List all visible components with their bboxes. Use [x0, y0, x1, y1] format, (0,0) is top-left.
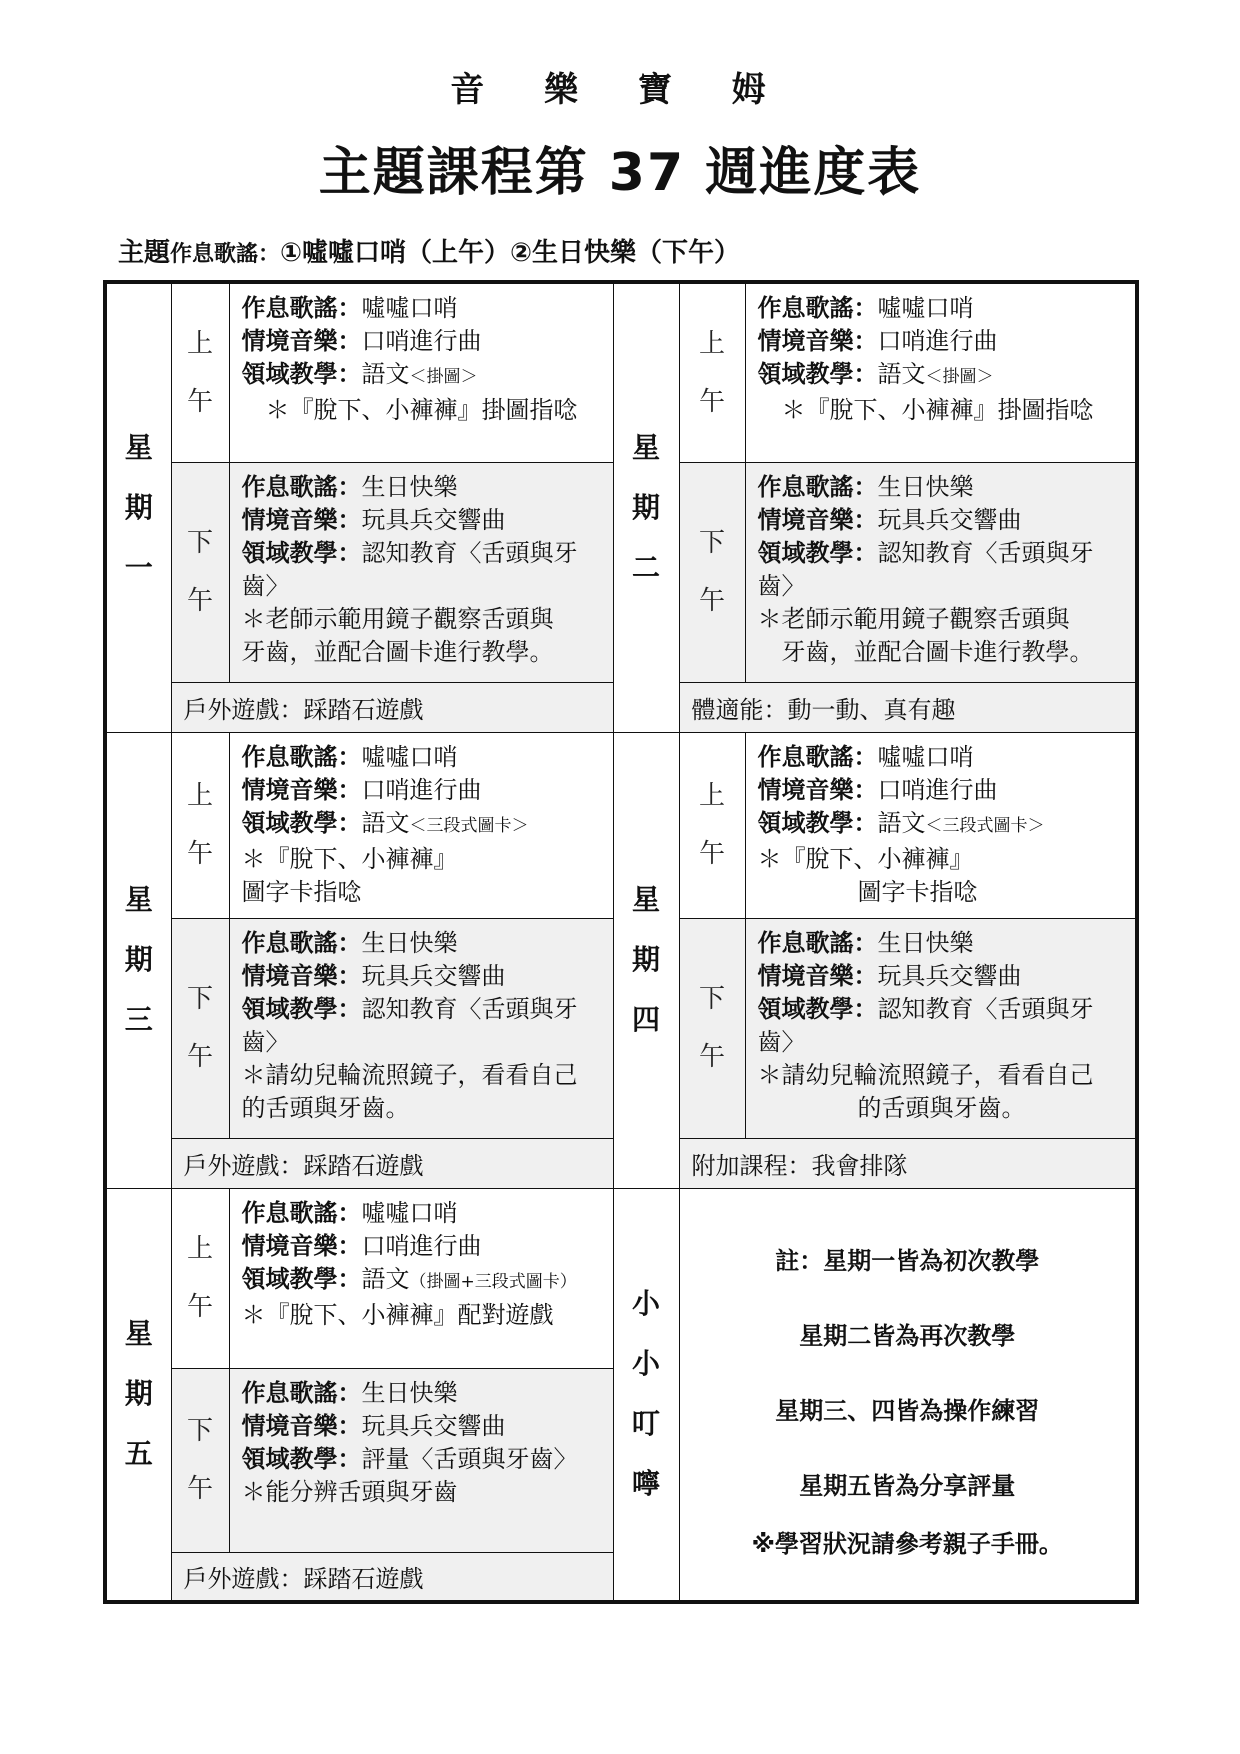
day-label-monday: 星 期 一 [105, 282, 171, 732]
am-label: 上 午 [171, 732, 229, 918]
note-line: 星期五皆為分享評量 [799, 1472, 1016, 1501]
pm-label: 下 午 [171, 918, 229, 1138]
monday-footer: 戶外遊戲：踩踏石遊戲 [171, 682, 613, 732]
monday-morning-cell: 作息歌謠：噓噓口哨 情境音樂：口哨進行曲 領域教學：語文＜掛圖＞ ＊『脫下、小褲褲』掛圖指唸 [229, 282, 613, 462]
note-line: 註：星期一皆為初次教學 [775, 1247, 1040, 1276]
tuesday-footer: 體適能：動一動、真有趣 [679, 682, 1137, 732]
pm-label: 下 午 [171, 462, 229, 682]
page-title: 主題課程第 37 週進度表 [318, 143, 922, 203]
note-line: 星期三、四皆為操作練習 [775, 1397, 1040, 1426]
day-label-friday: 星 期 五 [105, 1188, 171, 1602]
pm-label: 下 午 [171, 1368, 229, 1552]
note-line: 星期二皆為再次教學 [799, 1322, 1016, 1351]
note-line: ※學習狀況請參考親子手冊。 [751, 1530, 1063, 1559]
am-label: 上 午 [679, 282, 745, 462]
theme-line [118, 232, 740, 269]
am-label: 上 午 [171, 1188, 229, 1368]
friday-afternoon-cell: 作息歌謠：生日快樂 情境音樂：玩具兵交響曲 領域教學：評量〈舌頭與牙齒〉 ＊能分辨舌頭與牙齒 [229, 1368, 613, 1552]
theme-sub-label: 作息歌謠： [170, 242, 281, 267]
day-label-thursday: 星 期 四 [613, 732, 679, 1188]
wednesday-footer: 戶外遊戲：踩踏石遊戲 [171, 1138, 613, 1188]
theme-label: 主題 [118, 238, 171, 268]
monday-afternoon-cell: 作息歌謠：生日快樂 情境音樂：玩具兵交響曲 領域教學：認知教育〈舌頭與牙齒〉 ＊老師示範用鏡子觀察舌頭與 牙齒，並配合圖卡進行教學。 [229, 462, 613, 682]
thursday-morning-cell: 作息歌謠：噓噓口哨 情境音樂：口哨進行曲 領域教學：語文＜三段式圖卡＞ ＊『脫下、小褲褲』 圖字卡指唸 [745, 732, 1137, 918]
friday-morning-cell: 作息歌謠：噓噓口哨 情境音樂：口哨進行曲 領域教學：語文（掛圖+三段式圖卡） ＊『脫下、小褲褲』配對遊戲 [229, 1188, 613, 1368]
schedule-table [103, 280, 1139, 1604]
reminder-notes [679, 1188, 1137, 1602]
thursday-afternoon-cell: 作息歌謠：生日快樂 情境音樂：玩具兵交響曲 領域教學：認知教育〈舌頭與牙齒〉 ＊請幼兒輪流照鏡子，看看自己 的舌頭與牙齒。 [745, 918, 1137, 1138]
reminder-label: 小 小 叮 嚀 [613, 1188, 679, 1602]
day-label-tuesday: 星 期 二 [613, 282, 679, 732]
tuesday-morning-cell: 作息歌謠：噓噓口哨 情境音樂：口哨進行曲 領域教學：語文＜掛圖＞ ＊『脫下、小褲褲』掛圖指唸 [745, 282, 1137, 462]
am-label: 上 午 [679, 732, 745, 918]
thursday-footer: 附加課程：我會排隊 [679, 1138, 1137, 1188]
theme-text: ①噓噓口哨（上午）②生日快樂（下午） [280, 238, 741, 268]
wednesday-morning-cell: 作息歌謠：噓噓口哨 情境音樂：口哨進行曲 領域教學：語文＜三段式圖卡＞ ＊『脫下、小褲褲』 圖字卡指唸 [229, 732, 613, 918]
friday-footer: 戶外遊戲：踩踏石遊戲 [171, 1552, 613, 1602]
school-name: 音 樂 寶 姆 [450, 70, 790, 110]
pm-label: 下 午 [679, 462, 745, 682]
wednesday-afternoon-cell: 作息歌謠：生日快樂 情境音樂：玩具兵交響曲 領域教學：認知教育〈舌頭與牙齒〉 ＊請幼兒輪流照鏡子，看看自己 的舌頭與牙齒。 [229, 918, 613, 1138]
day-label-wednesday: 星 期 三 [105, 732, 171, 1188]
am-label: 上 午 [171, 282, 229, 462]
tuesday-afternoon-cell: 作息歌謠：生日快樂 情境音樂：玩具兵交響曲 領域教學：認知教育〈舌頭與牙齒〉 ＊老師示範用鏡子觀察舌頭與 牙齒，並配合圖卡進行教學。 [745, 462, 1137, 682]
pm-label: 下 午 [679, 918, 745, 1138]
